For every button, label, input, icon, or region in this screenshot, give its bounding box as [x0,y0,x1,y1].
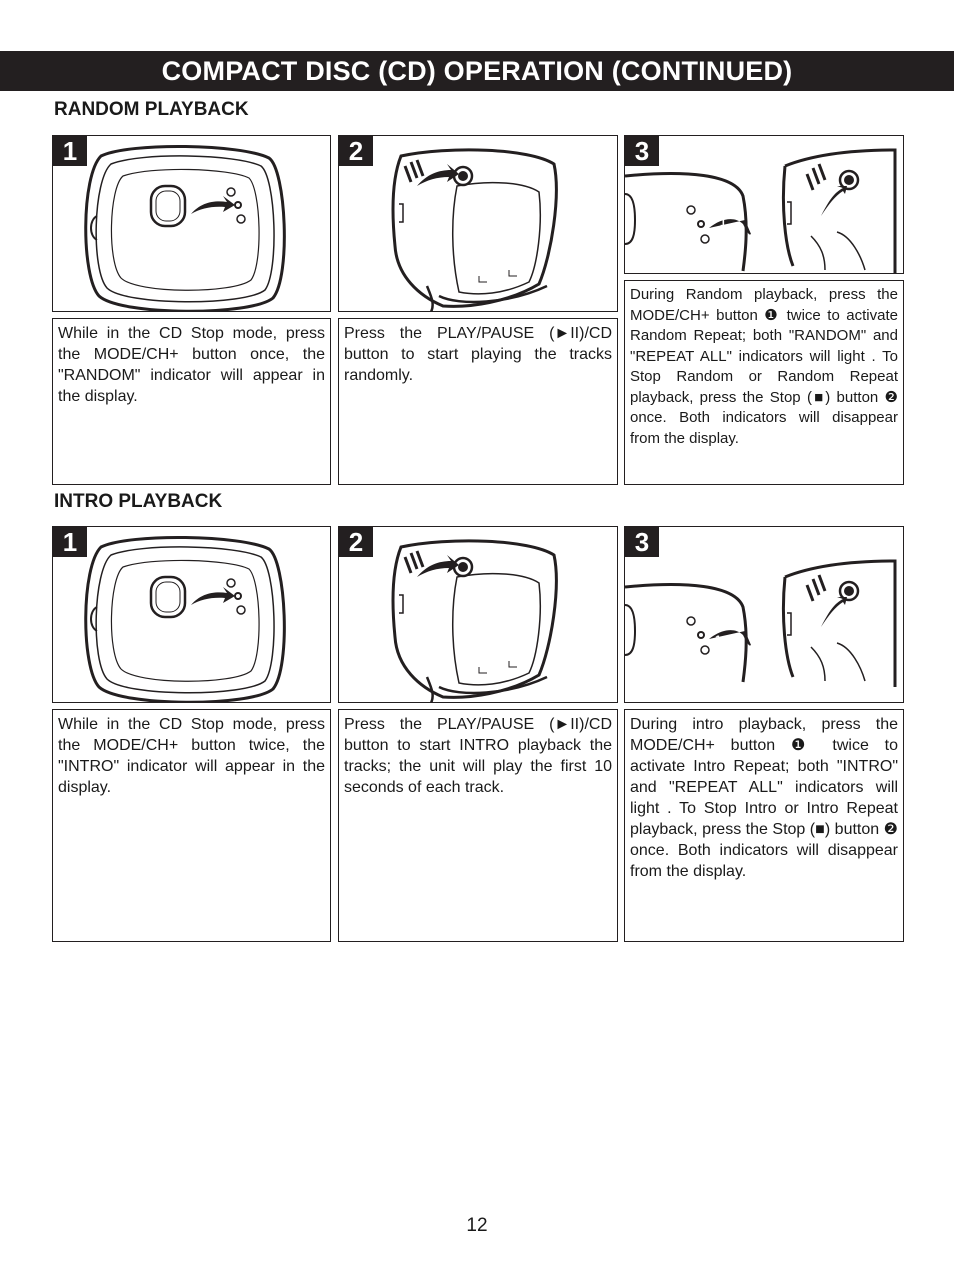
random-step-3-illustration [624,135,904,274]
random-step-1-text: While in the CD Stop mode, press the MODE/CH+ button once, the "RANDOM" indicator will appear in the display. [52,318,331,485]
random-step-2-illustration [338,135,618,312]
step-number: 1 [53,527,87,557]
unit-controls-illustration [625,136,904,274]
page-number: 12 [466,1215,488,1236]
step-number: 3 [625,527,659,557]
random-step-2-text: Press the PLAY/PAUSE (►II)/CD button to start playing the tracks randomly. [338,318,618,485]
page-header [0,51,954,91]
step-number: 1 [53,136,87,166]
unit-side-view-illustration [339,527,618,703]
unit-controls-illustration [625,527,904,703]
callout-2: 2 [825,596,832,608]
intro-step-2-illustration [338,526,618,703]
section-heading-intro: INTRO PLAYBACK [54,491,223,512]
intro-step-3-illustration [624,526,904,703]
callout-2: 2 [828,177,835,189]
unit-top-view-illustration [53,136,331,312]
intro-step-1-text: While in the CD Stop mode, press the MODE/CH+ button twice, the "INTRO" indicator will appear in the display. [52,709,331,942]
intro-step-1-illustration [52,526,331,703]
callout-1: 1 [720,217,727,229]
unit-side-view-illustration [339,136,618,312]
intro-step-2-text: Press the PLAY/PAUSE (►II)/CD button to start INTRO playback the tracks; the unit will play the first 10 seconds of each track. [338,709,618,942]
intro-step-3-text: During intro playback, press the MODE/CH+ button ❶ twice to activate Intro Repeat; both "INTRO" and "REPEAT ALL" indicators will light . To Stop Intro or Intro Repeat playback, press the Stop (■) button ❷ once. Both indicators will disappear from the display. [624,709,904,942]
unit-top-view-illustration [53,527,331,703]
random-step-3-text: During Random playback, press the MODE/CH+ button ❶ twice to activate Random Repeat; both "RANDOM" and "REPEAT ALL" indicators will light . To Stop Random or Random Repeat playback, press the Stop (■) button ❷ once. Both indicators will disappear from the display. [624,280,904,485]
callout-1: 1 [715,634,722,646]
step-number: 2 [339,527,373,557]
random-step-1-illustration [52,135,331,312]
page-title: COMPACT DISC (CD) OPERATION (CONTINUED) [161,56,793,86]
step-number: 2 [339,136,373,166]
step-number: 3 [625,136,659,166]
section-heading-random: RANDOM PLAYBACK [54,99,249,120]
